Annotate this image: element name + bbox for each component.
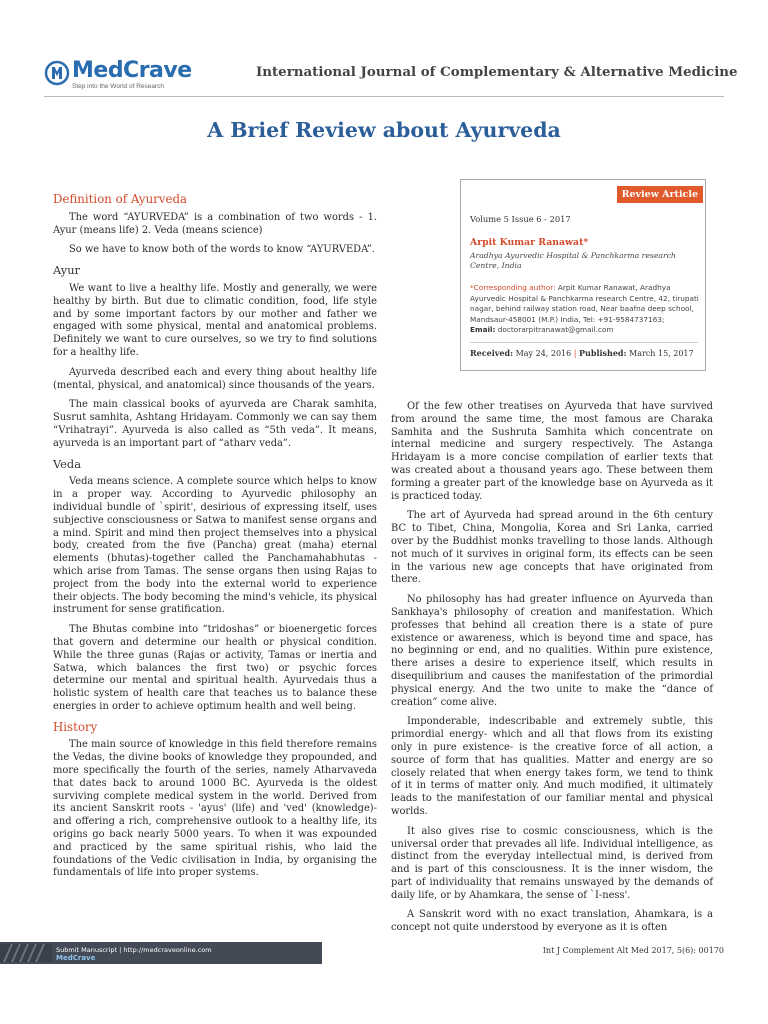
medcrave-logo-icon bbox=[44, 60, 70, 86]
submit-manuscript-link[interactable]: Submit Manuscript | http://medcraveonline.com bbox=[56, 946, 212, 954]
footer-stripes-icon bbox=[0, 944, 52, 962]
article-dates bbox=[470, 348, 694, 358]
email-link[interactable]: doctorarpitranawat@gmail.com bbox=[495, 325, 614, 335]
right-column bbox=[391, 401, 713, 942]
date-separator: | bbox=[571, 349, 580, 358]
published-label: Published: bbox=[579, 348, 627, 358]
left-column bbox=[53, 187, 377, 887]
paragraph: We want to live a healthy life. Mostly and generally, we were healthy by birth. But due to climatic condition, food, life style and by some important factors by our mother and father we engaged with some physical, mental and anatomical problems. Definitely we want to cure ourselves, so we try to find solutions for a healthy life. bbox=[53, 282, 377, 358]
paragraph: No philosophy has had greater influence on Ayurveda than Sankhaya's philosophy of creation and manifestation. Which professes that behind all creation there is a state of pure existence or awareness, which is beyond time and space, has no beginning or end, and no qualities. Within pure existence, there arises a desire to experience itself, which results in disequilibrium and causes the manifestation of the primordial physical energy. And the two unite to make the “dance of creation” come alive. bbox=[391, 594, 713, 708]
article-info-box bbox=[460, 179, 706, 371]
heading-ayur: Ayur bbox=[53, 263, 80, 278]
author-name: Arpit Kumar Ranawat* bbox=[470, 237, 589, 248]
volume-info: Volume 5 Issue 6 - 2017 bbox=[470, 214, 571, 224]
heading-history: History bbox=[53, 719, 98, 734]
logo-tagline: Step into the World of Research bbox=[72, 83, 165, 90]
article-title: A Brief Review about Ayurveda bbox=[207, 118, 561, 142]
medcrave-logo[interactable] bbox=[44, 58, 204, 92]
paragraph: Veda means science. A complete source which helps to know in a proper way. According to Ayurvedic philosophy an individual bundle of `spirit', desirious of expressing itself, uses subjective consciousness or Satwa to manifest sense organs and a mind. Spirit and mind then project themselves into a physical body, created from the five (Pancha) great (maha) eternal elements (bhutas)-together called the Panchamahabhutas -which arise from Tamas. The sense organs then using Rajas to project from the body into the external world to experience their objects. The body becoming the mind's vehicle, its physical instrument for sense gratification. bbox=[53, 476, 378, 616]
corresponding-author bbox=[470, 283, 700, 336]
header-divider bbox=[44, 96, 724, 97]
paragraph: The art of Ayurveda had spread around in the 6th century BC to Tibet, China, Mongolia, Korea and Sri Lanka, carried over by the Buddhist monks travelling to those lands. Although not much of it survives in original form, its effects can be seen in the various new age concepts that have originated from there. bbox=[391, 510, 713, 586]
heading-definition: Definition of Ayurveda bbox=[53, 192, 188, 206]
review-article-badge: Review Article bbox=[617, 186, 703, 203]
paragraph: So we have to know both of the words to know “AYURVEDA”. bbox=[69, 244, 375, 256]
paragraph: The word “AYURVEDA” is a combination of two words - 1. Ayur (means life) 2. Veda (means science) bbox=[53, 211, 377, 236]
paragraph: The main classical books of ayurveda are Charak samhita, Susrut samhita, Ashtang Hridayam. Commonly we can say them “Vrihatrayi”. Ayurveda is also called as “5th veda”. It means, ayurveda is an important part of “atharv veda”. bbox=[53, 399, 377, 449]
corresponding-text: Arpit Kumar Ranawat, Aradhya Ayurvedic Hospital & Panchkarma research Centre, 42, tirupati nagar, behind railway station road, Near baafna deep school, Mandsaur-458001 (M.P.) India, Tel: +91-9584737163; bbox=[470, 283, 699, 324]
paragraph: The Bhutas combine into “tridoshas” or bioenergetic forces that govern and determine our health or physical condition. While the three gunas (Rajas or activity, Tamas or inertia and Satwa, which balances the first two) or psychic forces determine our mental and spiritual health. Ayurvedais thus a holistic system of health care that teaches us to balance these energies in order to achieve optimum health and well being. bbox=[53, 624, 377, 712]
paragraph: It also gives rise to cosmic consciousness, which is the universal order that prevades all life. Individual intelligence, as distinct from the everyday intellectual mind, is derived from and is part of this consciousness. It is the inner wisdom, the part of individuality that remains unswayed by the demands of daily life, or by Ahamkara, the sense of `I-ness'. bbox=[391, 825, 713, 901]
author-affiliation: Aradhya Ayurvedic Hospital & Panchkarma research Centre, India bbox=[470, 251, 676, 270]
published-date: March 15, 2017 bbox=[626, 349, 694, 358]
heading-veda: Veda bbox=[53, 456, 82, 471]
received-label: Received: bbox=[470, 348, 514, 358]
logo-name: MedCrave bbox=[72, 58, 192, 83]
corresponding-label: *Corresponding author: bbox=[470, 283, 556, 292]
received-date: May 24, 2016 bbox=[513, 349, 572, 358]
journal-title: International Journal of Complementary & Alternative Medicine bbox=[256, 64, 738, 80]
footer-brand: MedCrave bbox=[56, 954, 96, 962]
paragraph: The main source of knowledge in this field therefore remains the Vedas, the divine books of knowledge they propounded, and more specifically the fourth of the series, namely Atharvaveda that dates back to around 1000 BC. Ayurveda is the oldest surviving complete medical system in the world. Derived from its ancient Sanskrit roots - 'ayus' (life) and 'ved' (knowledge)- and offering a rich, comprehensive outlook to a healthy life, its origins go back nearly 5000 years. To when it was expounded and practiced by the same spiritual rishis, who laid the foundations of the Vedic civilisation in India, by organising the fundamentals of life into proper systems. bbox=[53, 739, 377, 879]
citation: Int J Complement Alt Med 2017, 5(6): 00170 bbox=[542, 946, 724, 955]
paragraph: A Sanskrit word with no exact translation, Ahamkara, is a concept not quite understood by everyone as it is often bbox=[391, 909, 713, 934]
paragraph: Ayurveda described each and every thing about healthy life (mental, physical, and anatomical) since thousands of the years. bbox=[53, 366, 377, 391]
paragraph: Imponderable, indescribable and extremely subtle, this primordial energy- which and all that flows from its existing only in pure existence- is the creative force of all action, a source of form that has qualities. Matter and energy are so closely related that when energy takes form, we tend to think of it in terms of matter only. And much modified, it ultimately leads to the manifestation of our familiar mental and physical worlds. bbox=[391, 716, 713, 817]
email-label: Email: bbox=[470, 325, 496, 335]
info-box-divider bbox=[470, 342, 698, 343]
paragraph: Of the few other treatises on Ayurveda that have survived from around the same time, the most famous are Charaka Samhita and the Sushruta Samhita which concentrate on internal medicine and surgery respectively. The Astanga Hridayam is a more concise compilation of earlier texts that was created about a thousand years ago. These between them forming a greater part of the knowledge base on Ayurveda as it is practiced today. bbox=[391, 401, 713, 502]
